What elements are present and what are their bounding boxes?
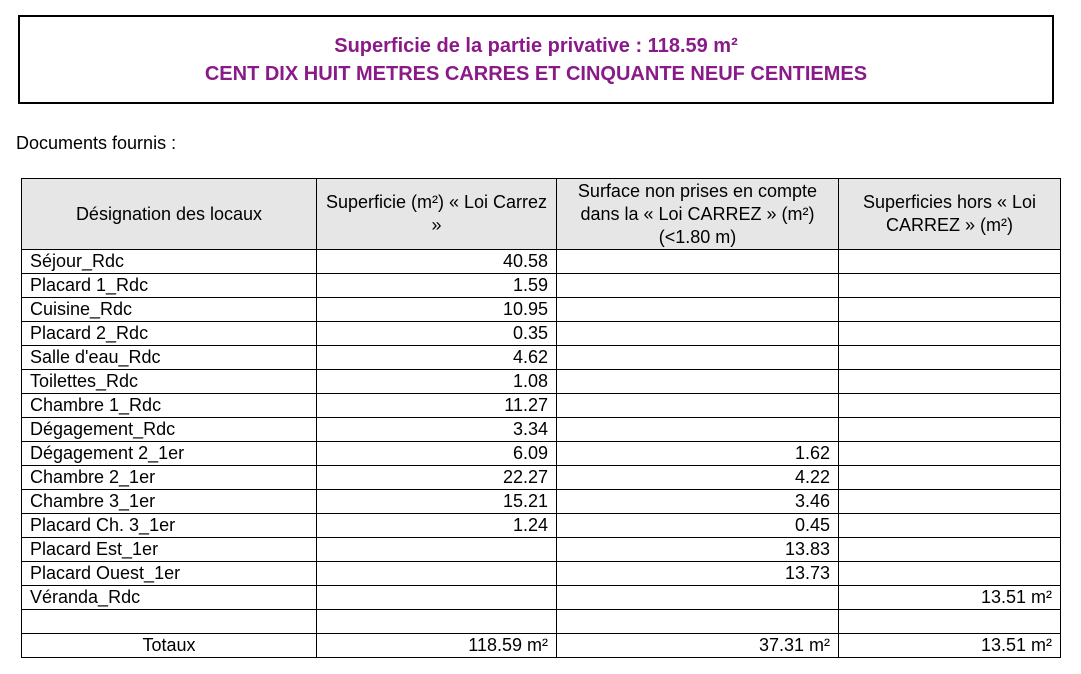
cell-superficie: 6.09: [317, 442, 557, 466]
cell-superficie: 3.34: [317, 418, 557, 442]
cell-non-prises: [557, 418, 839, 442]
cell-superficie: 4.62: [317, 346, 557, 370]
cell-hors-carrez: 13.51 m²: [839, 586, 1061, 610]
cell-designation: Placard Ch. 3_1er: [22, 514, 317, 538]
cell-superficie: 1.08: [317, 370, 557, 394]
cell-hors-carrez: [839, 514, 1061, 538]
cell-hors-carrez: [839, 466, 1061, 490]
cell-hors-carrez: [839, 394, 1061, 418]
cell-hors-carrez: [839, 322, 1061, 346]
cell-designation: Chambre 2_1er: [22, 466, 317, 490]
cell-hors-carrez: [839, 418, 1061, 442]
cell-non-prises: [557, 322, 839, 346]
cell-non-prises: 3.46: [557, 490, 839, 514]
cell-hors-carrez: [839, 490, 1061, 514]
table-row: [22, 490, 1061, 514]
cell-hors-carrez: [839, 610, 1061, 634]
totals-row: [22, 634, 1061, 658]
cell-hors-carrez: [839, 250, 1061, 274]
cell-designation: Séjour_Rdc: [22, 250, 317, 274]
cell-non-prises: 0.45: [557, 514, 839, 538]
table-row: [22, 562, 1061, 586]
cell-designation: Dégagement_Rdc: [22, 418, 317, 442]
table-row: [22, 514, 1061, 538]
cell-hors-carrez: [839, 562, 1061, 586]
cell-superficie: 40.58: [317, 250, 557, 274]
cell-superficie: [317, 610, 557, 634]
cell-superficie: 10.95: [317, 298, 557, 322]
cell-non-prises: [557, 250, 839, 274]
cell-non-prises: [557, 346, 839, 370]
table-row: [22, 418, 1061, 442]
cell-non-prises: 13.73: [557, 562, 839, 586]
header-superficie: Superficie (m²) « Loi Carrez »: [317, 179, 557, 250]
cell-superficie: 11.27: [317, 394, 557, 418]
cell-superficie: 22.27: [317, 466, 557, 490]
table-row: [22, 610, 1061, 634]
cell-designation: Chambre 1_Rdc: [22, 394, 317, 418]
table-row: [22, 586, 1061, 610]
cell-hors-carrez: [839, 298, 1061, 322]
table-row: [22, 394, 1061, 418]
cell-designation: Chambre 3_1er: [22, 490, 317, 514]
table-row: [22, 466, 1061, 490]
cell-hors-carrez: [839, 274, 1061, 298]
page-title: Superficie de la partie privative : 118.59 m²: [334, 34, 738, 57]
header-designation: Désignation des locaux: [22, 179, 317, 250]
cell-superficie: 0.35: [317, 322, 557, 346]
cell-designation: Placard 2_Rdc: [22, 322, 317, 346]
header-hors-carrez: Superficies hors « Loi CARREZ » (m²): [839, 179, 1061, 250]
total-hors-carrez: 13.51 m²: [839, 634, 1061, 658]
cell-designation: [22, 610, 317, 634]
table-header-row: [22, 179, 1061, 250]
cell-designation: Placard 1_Rdc: [22, 274, 317, 298]
title-box: [18, 15, 1054, 104]
cell-superficie: 1.59: [317, 274, 557, 298]
header-non-prises: Surface non prises en compte dans la « Loi CARREZ » (m²) (<1.80 m): [557, 179, 839, 250]
table-row: [22, 538, 1061, 562]
cell-superficie: [317, 586, 557, 610]
cell-hors-carrez: [839, 442, 1061, 466]
table-row: [22, 250, 1061, 274]
cell-hors-carrez: [839, 370, 1061, 394]
table-row: [22, 274, 1061, 298]
cell-hors-carrez: [839, 538, 1061, 562]
cell-hors-carrez: [839, 346, 1061, 370]
table-body: [22, 250, 1061, 658]
cell-non-prises: [557, 298, 839, 322]
cell-designation: Dégagement 2_1er: [22, 442, 317, 466]
cell-non-prises: [557, 274, 839, 298]
cell-non-prises: [557, 586, 839, 610]
cell-non-prises: 4.22: [557, 466, 839, 490]
cell-designation: Cuisine_Rdc: [22, 298, 317, 322]
table-row: [22, 346, 1061, 370]
cell-non-prises: [557, 610, 839, 634]
cell-designation: Salle d'eau_Rdc: [22, 346, 317, 370]
documents-label: Documents fournis :: [16, 133, 177, 153]
cell-non-prises: 13.83: [557, 538, 839, 562]
total-superficie: 118.59 m²: [317, 634, 557, 658]
table-row: [22, 322, 1061, 346]
table-row: [22, 442, 1061, 466]
table-row: [22, 298, 1061, 322]
surface-table: [21, 178, 1061, 658]
cell-superficie: [317, 562, 557, 586]
total-non-prises: 37.31 m²: [557, 634, 839, 658]
cell-designation: Véranda_Rdc: [22, 586, 317, 610]
cell-non-prises: [557, 394, 839, 418]
page-subtitle: CENT DIX HUIT METRES CARRES ET CINQUANTE NEUF CENTIEMES: [204, 62, 868, 85]
cell-designation: Placard Ouest_1er: [22, 562, 317, 586]
cell-designation: Placard Est_1er: [22, 538, 317, 562]
cell-non-prises: 1.62: [557, 442, 839, 466]
table-row: [22, 370, 1061, 394]
cell-designation: Toilettes_Rdc: [22, 370, 317, 394]
totals-label: Totaux: [22, 634, 317, 658]
cell-non-prises: [557, 370, 839, 394]
cell-superficie: 15.21: [317, 490, 557, 514]
cell-superficie: 1.24: [317, 514, 557, 538]
cell-superficie: [317, 538, 557, 562]
